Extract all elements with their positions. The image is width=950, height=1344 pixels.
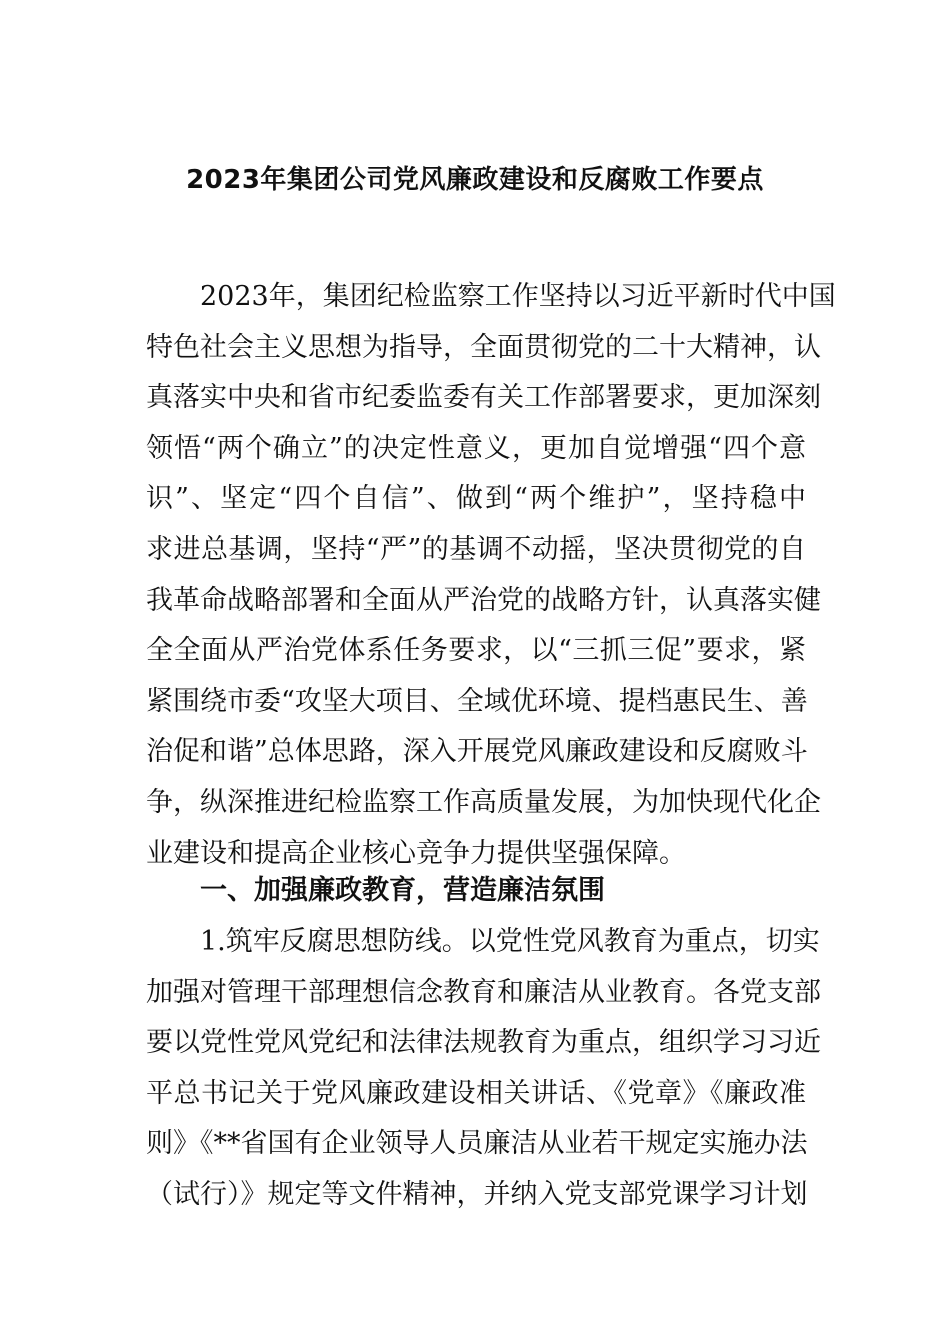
paragraph-line: 紧围绕市委“攻坚大项目、全域优环境、提档惠民生、善 — [146, 685, 808, 717]
paragraph-line: 求进总基调，坚持“严”的基调不动摇，坚决贯彻党的自 — [146, 533, 806, 565]
paragraph-line: 要以党性党风党纪和法律法规教育为重点，组织学习习近 — [146, 1027, 821, 1059]
paragraph-line: 特色社会主义思想为指导，全面贯彻党的二十大精神，认 — [146, 331, 821, 363]
paragraph-line: 全全面从严治党体系任务要求，以“三抓三促”要求，紧 — [146, 635, 806, 667]
document-title: 2023年集团公司党风廉政建设和反腐败工作要点 — [186, 165, 764, 195]
paragraph-line: 领悟“两个确立”的决定性意义，更加自觉增强“四个意 — [146, 432, 806, 464]
paragraph-line: 平总书记关于党风廉政建设相关讲话、《党章》《廉政准 — [146, 1077, 806, 1109]
paragraph-line: 真落实中央和省市纪委监委有关工作部署要求，更加深刻 — [146, 382, 821, 414]
paragraph-line: 加强对管理干部理想信念教育和廉洁从业教育。各党支部 — [146, 976, 821, 1008]
intro-paragraph — [146, 272, 836, 879]
paragraph-line: 我革命战略部署和全面从严治党的战略方针，认真落实健 — [146, 584, 821, 616]
paragraph-line: 1.筑牢反腐思想防线。以党性党风教育为重点，切实 — [200, 926, 820, 957]
paragraph-line: 2023年，集团纪检监察工作坚持以习近平新时代中国 — [200, 281, 836, 312]
paragraph-line: 则》《**省国有企业领导人员廉洁从业若干规定实施办法 — [146, 1128, 808, 1160]
paragraph-line: 业建设和提高企业核心竞争力提供坚强保障。 — [146, 837, 686, 869]
paragraph-line: 争，纵深推进纪检监察工作高质量发展，为加快现代化企 — [146, 786, 821, 818]
section-heading: 一、加强廉政教育，营造廉洁氛围 — [200, 875, 605, 906]
item-paragraph — [146, 917, 821, 1221]
paragraph-line: （试行）》规定等文件精神，并纳入党支部党课学习计划 — [146, 1178, 808, 1210]
paragraph-line: 治促和谐”总体思路，深入开展党风廉政建设和反腐败斗 — [146, 736, 808, 768]
paragraph-line: 识”、坚定“四个自信”、做到“两个维护”，坚持稳中 — [146, 483, 806, 515]
